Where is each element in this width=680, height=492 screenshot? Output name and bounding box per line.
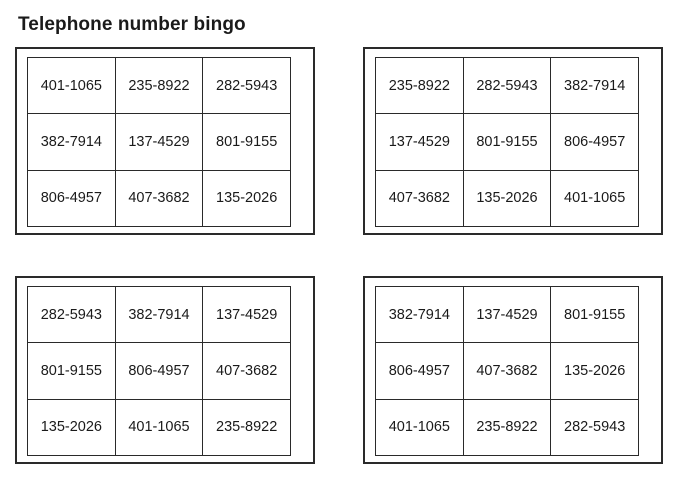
grid-cell: 282-5943 bbox=[203, 58, 291, 114]
grid-row bbox=[376, 58, 639, 114]
grid-row bbox=[376, 343, 639, 399]
grid-row bbox=[28, 170, 291, 226]
grid-cell: 401-1065 bbox=[376, 399, 464, 455]
grid-cell: 137-4529 bbox=[203, 287, 291, 343]
grid-cell: 135-2026 bbox=[551, 343, 639, 399]
grid-cell: 401-1065 bbox=[115, 399, 203, 455]
grid-cell: 282-5943 bbox=[28, 287, 116, 343]
grid-row bbox=[376, 287, 639, 343]
grid-row bbox=[376, 399, 639, 455]
bingo-card-3 bbox=[15, 276, 315, 464]
grid-cell: 407-3682 bbox=[463, 343, 551, 399]
grid-cell: 135-2026 bbox=[463, 170, 551, 226]
bingo-grid bbox=[27, 286, 291, 456]
grid-cell: 235-8922 bbox=[463, 399, 551, 455]
grid-cell: 282-5943 bbox=[551, 399, 639, 455]
grid-cell: 401-1065 bbox=[28, 58, 116, 114]
grid-cell: 382-7914 bbox=[115, 287, 203, 343]
grid-cell: 137-4529 bbox=[115, 114, 203, 170]
grid-cell: 137-4529 bbox=[463, 287, 551, 343]
grid-row bbox=[28, 287, 291, 343]
grid-cell: 382-7914 bbox=[376, 287, 464, 343]
grid-cell: 806-4957 bbox=[376, 343, 464, 399]
bingo-card-1 bbox=[15, 47, 315, 235]
grid-cell: 801-9155 bbox=[28, 343, 116, 399]
bingo-card-2 bbox=[363, 47, 663, 235]
grid-cell: 135-2026 bbox=[203, 170, 291, 226]
grid-row bbox=[376, 114, 639, 170]
grid-cell: 407-3682 bbox=[203, 343, 291, 399]
grid-cell: 806-4957 bbox=[551, 114, 639, 170]
bingo-grid bbox=[27, 57, 291, 227]
grid-cell: 806-4957 bbox=[115, 343, 203, 399]
grid-row bbox=[28, 399, 291, 455]
grid-cell: 806-4957 bbox=[28, 170, 116, 226]
grid-row bbox=[28, 343, 291, 399]
bingo-card-4 bbox=[363, 276, 663, 464]
page-title: Telephone number bingo bbox=[18, 14, 246, 35]
grid-cell: 401-1065 bbox=[551, 170, 639, 226]
grid-cell: 407-3682 bbox=[115, 170, 203, 226]
bingo-grid bbox=[375, 286, 639, 456]
grid-cell: 235-8922 bbox=[115, 58, 203, 114]
grid-cell: 137-4529 bbox=[376, 114, 464, 170]
grid-cell: 135-2026 bbox=[28, 399, 116, 455]
grid-cell: 801-9155 bbox=[203, 114, 291, 170]
grid-cell: 382-7914 bbox=[28, 114, 116, 170]
grid-cell: 282-5943 bbox=[463, 58, 551, 114]
grid-cell: 235-8922 bbox=[376, 58, 464, 114]
grid-cell: 801-9155 bbox=[463, 114, 551, 170]
grid-row bbox=[28, 114, 291, 170]
grid-cell: 235-8922 bbox=[203, 399, 291, 455]
grid-cell: 407-3682 bbox=[376, 170, 464, 226]
grid-row bbox=[28, 58, 291, 114]
grid-row bbox=[376, 170, 639, 226]
bingo-grid bbox=[375, 57, 639, 227]
grid-cell: 801-9155 bbox=[551, 287, 639, 343]
grid-cell: 382-7914 bbox=[551, 58, 639, 114]
